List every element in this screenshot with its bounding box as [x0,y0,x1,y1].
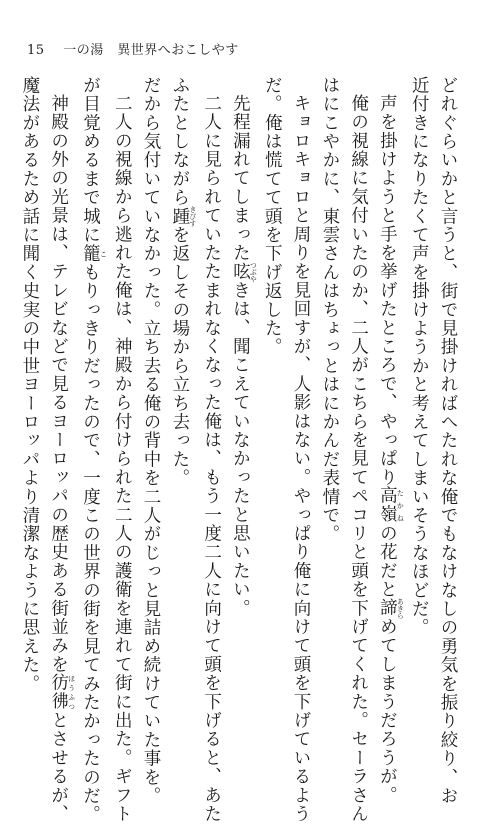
ruby-komori: 籠 こ [80,244,108,264]
vertical-body-text [19,76,462,824]
ruby-houfutsu: 彷彿 ほうふつ [48,673,76,711]
ruby-takane: 高嶺 たかね [377,486,405,524]
text-line: だから気付いていなかった。立ち去る俺の背中を二人がじっと見詰め続けていた事を。 [141,76,162,806]
page-number: 15 [27,43,45,58]
text-line: どれぐらいかと言うと、街で見掛ければへたれな俺でもなけなしの勇気を振り絞り、お [438,76,458,806]
text-line: はにこやかに、東雲さんはちょっとはにかんだ表情で。 [319,76,340,544]
text-line: 声を掛けようと手を挙げたところで、やっぱり高嶺 たかねの花だと諦 あきらめてしまうだろうが。 [377,93,405,805]
text-line: 魔法があるため話に聞く史実の中世ヨーロッパより清潔なように思えた。 [19,76,40,694]
ruby-tsubuyaki: 呟 つぶや [230,260,258,282]
text-line: ふたとしながら踵 きびすを返しその場から立ち去った。 [169,76,197,488]
running-header [27,39,239,58]
ruby-akirame: 諦 あきら [377,597,405,619]
text-line: 二人の視線から逃れた俺は、神殿から付けられた二人の護衛を連れて街に出た。ギフト [112,93,133,823]
text-line: キョロキョロと周りを見回すが、人影はない。やっぱり俺に向けて頭を下げているよう [291,93,312,823]
running-title: 一の湯 異世界へおこしやす [63,43,239,58]
text-line: が目覚めるまで城に籠 こもりっきりだったので、一度この世界の街を見てみたかったのだ。 [80,76,108,824]
text-line: 近付きになりたくて声を掛けようかと考えてしまいそうなほどだ。 [409,76,430,637]
ruby-kibisu: 踵 きびす [169,205,197,227]
text-line: 神殿の外の光景は、テレビなどで見るヨーロッパの歴史ある街並みを彷彿 ほうふつとさせるが、 [48,93,76,823]
text-line: 先程漏れてしまった呟 つぶやきは、聞こえていなかったと思いたい。 [230,93,258,618]
text-line: 俺の視線に気付いたのか、二人がこちらを見てペコリと頭を下げてくれた。セーラさん [348,93,369,823]
text-line: 二人に見られていたたまれなくなった俺は、もう一度二人に向けて頭を下げると、あた [201,93,222,823]
text-line: だ。俺は慌てて頭を下げ返した。 [262,76,283,357]
